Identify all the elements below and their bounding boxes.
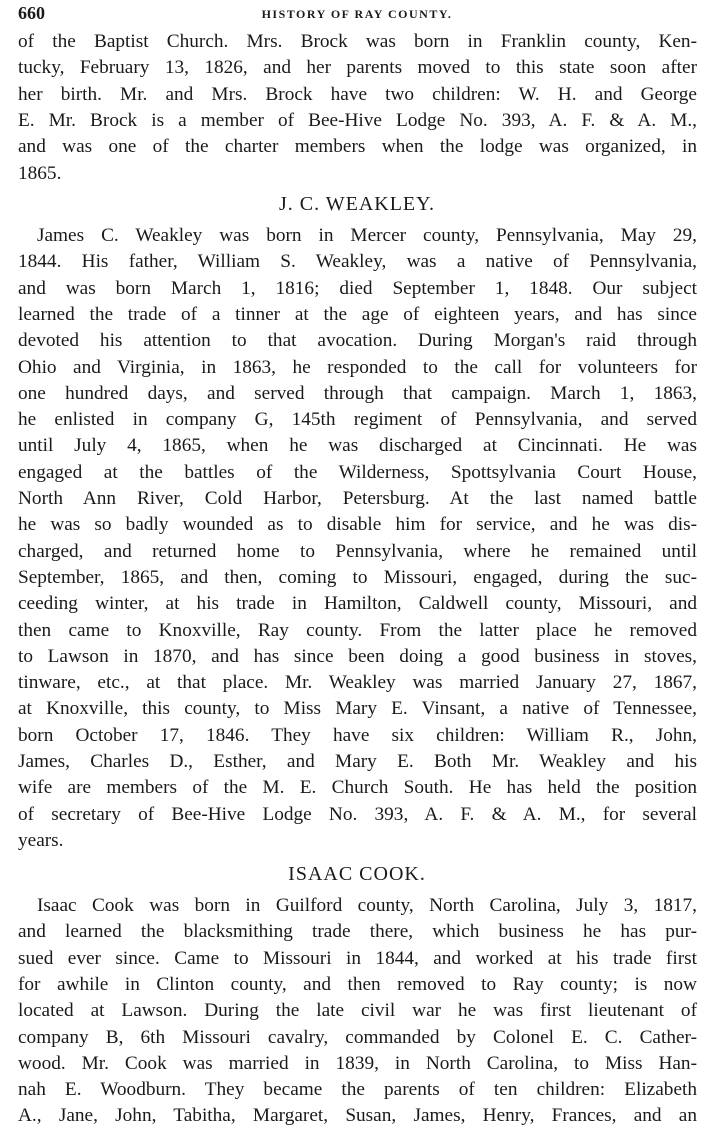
text-line: tucky, February 13, 1826, and her parents moved to this state soon after [18,57,697,79]
text-line: nah E. Woodburn. They became the parents of ten children: Elizabeth [18,1079,697,1101]
text-line: James C. Weakley was born in Mercer county, Pennsylvania, May 29, [37,225,697,246]
running-title: HISTORY OF RAY COUNTY. [261,7,453,21]
text-line: tinware, etc., at that place. Mr. Weakley was married January 27, 1867, [18,672,697,694]
text-line: September, 1865, and then, coming to Missouri, engaged, during the suc- [18,566,697,588]
text-line: company B, 6th Missouri cavalry, commanded by Colonel E. C. Cather- [18,1026,697,1048]
text-line: sued ever since. Came to Missouri in 1844, and worked at his trade first [18,947,697,969]
text-line: A., Jane, John, Tabitha, Margaret, Susan, James, Henry, Frances, and an [18,1105,697,1127]
text-line: for awhile in Clinton county, and then removed to Ray county; is now [18,973,697,995]
text-line: at Knoxville, this county, to Miss Mary E. Vinsant, a native of Tennessee, [18,698,697,720]
text-line: born October 17, 1846. They have six children: William R., John, [18,724,697,746]
text-line: until July 4, 1865, when he was discharged at Cincinnati. He was [18,435,697,457]
text-line: wife are members of the M. E. Church South. He has held the position [18,777,697,799]
text-line: of secretary of Bee-Hive Lodge No. 393, A. F. & A. M., for several [18,803,697,825]
text-line: North Ann River, Cold Harbor, Petersburg. At the last named battle [18,488,697,509]
page-number: 660 [18,3,45,23]
text-line: learned the trade of a tinner at the age of eighteen years, and has since [18,303,697,325]
text-line: he was so badly wounded as to disable him for service, and he was dis- [18,514,697,536]
text-line: and was one of the charter members when the lodge was organized, in [18,136,697,158]
text-line: James, Charles D., Esther, and Mary E. Both Mr. Weakley and his [18,751,697,772]
text-line: of the Baptist Church. Mrs. Brock was born in Franklin county, Ken- [18,31,697,52]
text-line: Ohio and Virginia, in 1863, he responded to the call for volunteers for [18,356,697,378]
text-line: located at Lawson. During the late civil war he was first lieutenant of [18,1000,697,1022]
text-line: and learned the blacksmithing trade there, which business he has pur- [18,921,697,943]
text-line: and was born March 1, 1816; died September 1, 1848. Our subject [18,277,697,299]
text-line: then came to Knoxville, Ray county. From the latter place he removed [18,619,697,641]
text-line: devoted his attention to that avocation. During Morgan's raid through [18,330,697,352]
text-line: engaged at the battles of the Wilderness, Spottsylvania Court House, [18,461,697,483]
text-line: to Lawson in 1870, and has since been doing a good business in stoves, [18,645,697,667]
text-line: Isaac Cook was born in Guilford county, North Carolina, July 3, 1817, [37,895,697,916]
section-heading: J. C. WEAKLEY. [278,193,436,215]
text-line: 1844. His father, William S. Weakley, was a native of Pennsylvania, [18,251,697,273]
section-heading: ISAAC COOK. [288,863,426,885]
text-line: 1865. [18,162,62,184]
text-line: charged, and returned home to Pennsylvania, where he remained until [18,540,697,562]
text-line: her birth. Mr. and Mrs. Brock have two children: W. H. and George [18,83,697,105]
text-line: one hundred days, and served through that campaign. March 1, 1863, [18,382,697,404]
text-line: E. Mr. Brock is a member of Bee-Hive Lodge No. 393, A. F. & A. M., [18,109,697,131]
text-line: ceeding winter, at his trade in Hamilton, Caldwell county, Missouri, and [18,593,697,615]
text-line: wood. Mr. Cook was married in 1839, in North Carolina, to Miss Han- [18,1052,697,1074]
text-line: years. [18,829,64,851]
text-line: he enlisted in company G, 145th regiment of Pennsylvania, and served [18,409,697,431]
